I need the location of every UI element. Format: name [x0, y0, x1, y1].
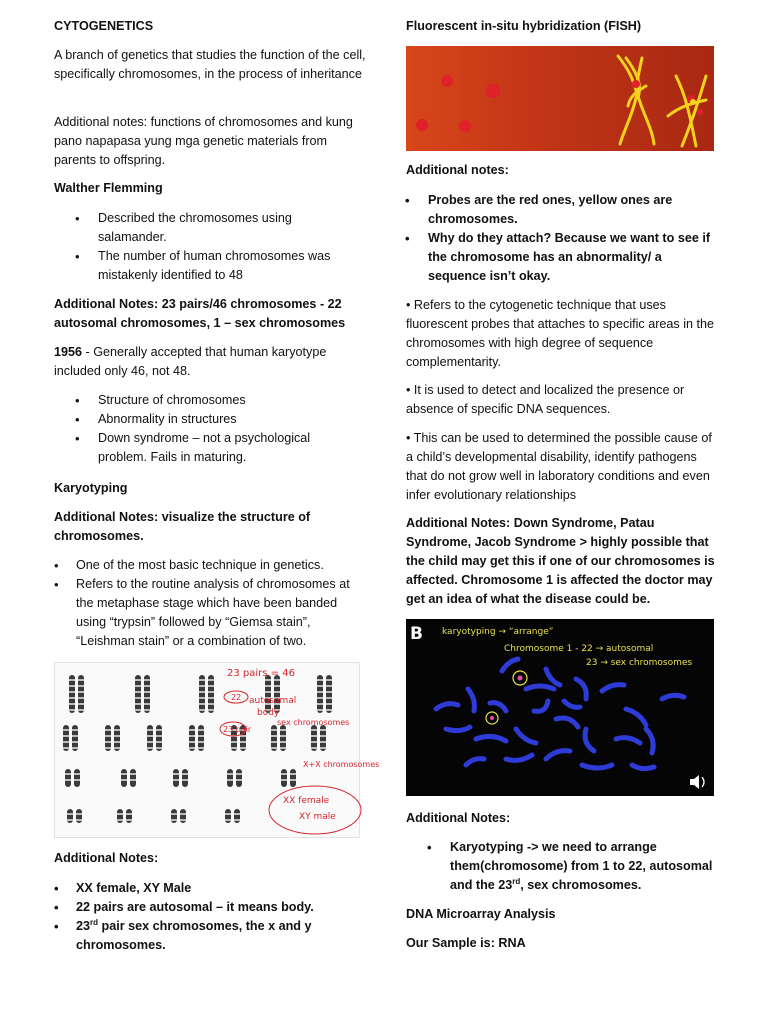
chromosome-band — [198, 741, 204, 743]
chromosome-band — [144, 697, 150, 699]
item-text: pair sex chromosomes, the x and y chromosomes. — [76, 919, 312, 952]
fish-figure — [406, 46, 714, 151]
chromosome-band — [78, 685, 84, 687]
doc-title: CYTOGENETICS — [54, 19, 154, 33]
blue-chromosome — [476, 736, 506, 741]
chromosome-band — [326, 679, 332, 681]
blue-chromosome — [556, 718, 578, 727]
chromosome-band — [126, 819, 132, 821]
probe-dot — [486, 84, 500, 98]
blue-chromosome — [516, 729, 536, 743]
additional-notes-6-heading: Additional Notes: — [406, 811, 511, 825]
chromosome-band — [173, 779, 179, 781]
chromosome-band — [156, 747, 162, 749]
chromosome-band — [280, 729, 286, 731]
flemming-list — [54, 209, 354, 285]
chromosome-band — [135, 703, 141, 705]
chromosome-band — [63, 735, 69, 737]
chromosome-band — [320, 741, 326, 743]
chromosome-band — [274, 691, 280, 693]
chromosome-band — [121, 779, 127, 781]
chromosome-band — [144, 709, 150, 711]
chromosome — [290, 769, 296, 787]
annotation-text: 23 pairs = 46 — [227, 668, 295, 679]
chromosome-band — [114, 735, 120, 737]
list-item: • The number of human chromosomes was mistakenly identified to 48 — [54, 247, 354, 285]
fish-paragraph-2: • It is used to detect and localized the presence or absence of specific DNA sequences. — [406, 383, 685, 416]
probe-dot — [490, 716, 494, 720]
chromosome-band — [114, 747, 120, 749]
annotation-text: autosomal — [249, 696, 297, 706]
list-item: • Down syndrome – not a psychological problem. Fails in maturing. — [54, 429, 354, 467]
chromosome-band — [69, 703, 75, 705]
blue-chromosome — [534, 701, 548, 711]
annotation-text: 23 pair — [223, 725, 252, 734]
chromosome-band — [180, 819, 186, 821]
additional-notes-heading: Additional notes: — [406, 163, 509, 177]
chromosome-band — [311, 741, 317, 743]
chromosome-band — [78, 691, 84, 693]
fish-paragraph-3: • This can be used to determined the possible cause of a child’s developmental disability, identify pathogens that do not grow well in laboratory conditions and even infer evolutionary relationships — [406, 431, 712, 502]
chromosome-band — [227, 773, 233, 775]
handwritten-note: karyotyping → “arrange” — [442, 627, 554, 637]
annotation-text: XX female — [283, 796, 330, 806]
chromosome — [173, 769, 179, 787]
probe-dot — [697, 109, 703, 115]
chromosome-band — [69, 685, 75, 687]
chromosome-band — [311, 735, 317, 737]
blue-chromosome — [506, 755, 532, 760]
chromosome-band — [208, 685, 214, 687]
chromosome-band — [240, 747, 246, 749]
chromosome-band — [105, 735, 111, 737]
chromosome-band — [265, 691, 271, 693]
chromosome-band — [156, 735, 162, 737]
karyotype-image — [54, 662, 380, 838]
chromosome-band — [326, 697, 332, 699]
chromosome-band — [225, 813, 231, 815]
chromosome-band — [105, 741, 111, 743]
blue-chromosome — [602, 685, 624, 691]
chromosome — [121, 769, 127, 787]
chromosome-band — [317, 709, 323, 711]
chromosome-band — [271, 729, 277, 731]
chromosome-band — [182, 773, 188, 775]
chromosome-band — [63, 741, 69, 743]
chromosome-band — [317, 703, 323, 705]
chromosome-band — [156, 741, 162, 743]
chromosome-band — [147, 735, 153, 737]
chromosome-band — [198, 729, 204, 731]
additional-notes-4-list — [54, 879, 366, 955]
panel-label: B — [410, 624, 423, 644]
chromosome-band — [78, 709, 84, 711]
probe-dot — [416, 119, 428, 131]
chromosome-band — [65, 779, 71, 781]
flemming-heading: Walther Flemming — [54, 181, 163, 195]
chromosome-band — [199, 703, 205, 705]
blue-chromosome — [585, 729, 594, 751]
chromosome-band — [280, 747, 286, 749]
blue-chromosome — [546, 751, 570, 759]
chromosome-band — [208, 691, 214, 693]
chromosome-band — [199, 697, 205, 699]
chromosome-band — [135, 679, 141, 681]
blue-chromosome — [502, 659, 518, 671]
chromosome-band — [236, 779, 242, 781]
list-item: • Described the chromosomes using salamander. — [54, 209, 354, 247]
blue-chromosome — [582, 765, 612, 768]
additional-notes-4-heading: Additional Notes: — [54, 851, 159, 865]
chromosome-band — [173, 773, 179, 775]
fish-notes-list — [384, 191, 718, 286]
chromosome-band — [290, 779, 296, 781]
fish-image — [406, 46, 714, 151]
probe-dot — [459, 120, 471, 132]
chromosome-band — [326, 709, 332, 711]
chromosome-band — [317, 697, 323, 699]
chromosome-band — [147, 729, 153, 731]
chromosome-band — [208, 709, 214, 711]
blue-chromosome — [626, 709, 646, 725]
chromosome-band — [281, 773, 287, 775]
chromosome-band — [130, 773, 136, 775]
chromosome-band — [130, 779, 136, 781]
blue-chromosome — [616, 738, 640, 743]
ordinal-suffix: rd — [512, 876, 521, 886]
list-item: • Abnormality in structures — [54, 410, 354, 429]
chromosome-band — [105, 729, 111, 731]
chromosome-band — [147, 747, 153, 749]
chromosome-band — [240, 741, 246, 743]
list-item: • Structure of chromosomes — [54, 391, 354, 410]
blue-chromosome — [662, 695, 684, 699]
fish-paragraph-1: • Refers to the cytogenetic technique that uses fluorescent probes that attaches to specific areas in the chromosomes with high degree of sequence complementarity. — [406, 298, 715, 369]
chromosome-band — [78, 703, 84, 705]
chromosome-band — [326, 691, 332, 693]
chromosome-band — [311, 747, 317, 749]
chromosome-band — [69, 709, 75, 711]
list-item: • XX female, XY Male — [54, 879, 366, 898]
item-text: Karyotyping -> we need to arrange them(chromosome) from 1 to 22, autosomal and the 23 — [450, 840, 713, 892]
chromosome-band — [144, 679, 150, 681]
year-text: - Generally accepted that human karyotype included only 46, not 48. — [54, 345, 327, 378]
chromosome-band — [171, 819, 177, 821]
handwritten-note: 23 → sex chromosomes — [586, 658, 693, 668]
chromosome-band — [72, 747, 78, 749]
blue-chromosome — [446, 727, 470, 731]
probe-dot — [441, 75, 453, 87]
chromosome — [74, 769, 80, 787]
probe-dot — [518, 676, 523, 681]
chromosome-band — [74, 773, 80, 775]
blue-chromosome — [468, 689, 474, 711]
chromosome-band — [265, 679, 271, 681]
chromosome-band — [227, 779, 233, 781]
year-label: 1956 — [54, 345, 83, 359]
chromosome-band — [208, 697, 214, 699]
chromosome-band — [274, 685, 280, 687]
chromosome-band — [72, 741, 78, 743]
chromosome-band — [320, 735, 326, 737]
sample-line: Our Sample is: RNA — [406, 936, 526, 950]
chromosome-band — [199, 691, 205, 693]
chromosome-band — [117, 819, 123, 821]
chromosome-band — [126, 813, 132, 815]
chromosome-band — [135, 691, 141, 693]
chromosome-band — [231, 747, 237, 749]
fish-heading: Fluorescent in-situ hybridization (FISH) — [406, 19, 642, 33]
blue-chromosome — [526, 686, 554, 689]
chromosome-band — [69, 679, 75, 681]
chromosome-band — [63, 747, 69, 749]
additional-notes-3: Additional Notes: visualize the structure of chromosomes. — [54, 510, 311, 543]
chromosome-band — [135, 685, 141, 687]
karyotype-figure — [55, 663, 380, 839]
list-item: • One of the most basic technique in genetics. — [54, 556, 366, 575]
ordinal-number: 23 — [76, 919, 91, 933]
chromosome-band — [69, 691, 75, 693]
blue-chromosome — [646, 729, 653, 753]
blue-chromosome — [576, 679, 586, 699]
chromosome-band — [69, 697, 75, 699]
chromosome-band — [271, 741, 277, 743]
chromosome-band — [135, 697, 141, 699]
chromosome-band — [72, 735, 78, 737]
probe-dot — [632, 80, 640, 88]
chromosome-band — [271, 747, 277, 749]
chromosome — [281, 769, 287, 787]
metaphase-spread-figure — [406, 619, 714, 796]
annotation-circle — [269, 786, 361, 834]
chromosome-band — [225, 819, 231, 821]
chromosome-band — [326, 703, 332, 705]
chromosome-band — [114, 741, 120, 743]
chromosome-band — [199, 709, 205, 711]
list-item: • Refers to the routine analysis of chromosomes at the metaphase stage which have been banded using “trypsin” followed by “Giemsa stain”, “Leishman stain” or a combination of two. — [54, 575, 366, 651]
chromosome-band — [135, 709, 141, 711]
chromosome-band — [117, 813, 123, 815]
chromosome-band — [326, 685, 332, 687]
chromosome-band — [290, 773, 296, 775]
chromosome-band — [72, 729, 78, 731]
annotation-text: 22 — [231, 693, 242, 702]
blue-chromosome — [436, 704, 458, 709]
chromosome-band — [144, 691, 150, 693]
blue-chromosome — [490, 703, 506, 711]
chromosome-band — [317, 691, 323, 693]
chromosome-band — [67, 813, 73, 815]
chromosome — [236, 769, 242, 787]
chromosome-band — [198, 735, 204, 737]
chromosome-band — [180, 813, 186, 815]
karyotyping-video-image — [406, 619, 714, 796]
chromosome-x-1 — [618, 56, 654, 144]
chromosome-band — [317, 679, 323, 681]
chromosome — [182, 769, 188, 787]
chromosome-band — [78, 697, 84, 699]
year-paragraph — [54, 343, 366, 381]
chromosome-band — [67, 819, 73, 821]
chromosome-band — [199, 679, 205, 681]
chromosome-band — [144, 685, 150, 687]
list-item: • Why do they attach? Because we want to see if the chromosome has an abnormality/ a sequence isn’t okay. — [384, 229, 718, 286]
overlap-signal — [690, 99, 696, 105]
blue-chromosome — [632, 765, 654, 769]
list-item: • Probes are the red ones, yellow ones are chromosomes. — [384, 191, 718, 229]
karyotyping-heading: Karyotyping — [54, 481, 128, 495]
chromosome-band — [274, 679, 280, 681]
speaker-icon[interactable] — [690, 775, 704, 789]
chromosome-band — [182, 779, 188, 781]
chromosome-band — [156, 729, 162, 731]
chromosome-band — [78, 679, 84, 681]
blue-chromosome — [546, 669, 560, 685]
chromosome-band — [311, 729, 317, 731]
list-item: • 22 pairs are autosomal – it means body. — [54, 898, 366, 917]
chromosome-band — [271, 735, 277, 737]
chromosome-band — [265, 685, 271, 687]
blue-chromosome — [466, 759, 484, 765]
chromosome-band — [199, 685, 205, 687]
year-list — [54, 391, 354, 467]
chromosome-band — [63, 729, 69, 731]
karyotyping-list — [54, 556, 366, 651]
handwritten-note: Chromosome 1 - 22 → autosomal — [504, 644, 654, 654]
annotation-text: sex chromosomes — [277, 718, 350, 727]
dna-microarray-heading: DNA Microarray Analysis — [406, 907, 556, 921]
chromosome-band — [234, 819, 240, 821]
additional-notes-2: Additional Notes: 23 pairs/46 chromosomes - 22 autosomal chromosomes, 1 – sex chromosomes — [54, 297, 346, 330]
chromosome-band — [280, 735, 286, 737]
chromosome-band — [208, 679, 214, 681]
chromosome-band — [189, 729, 195, 731]
chromosome-band — [121, 773, 127, 775]
annotation-text: XY male — [299, 812, 336, 822]
chromosome-band — [320, 747, 326, 749]
chromosome-band — [74, 779, 80, 781]
chromosome-band — [76, 819, 82, 821]
chromosome-band — [189, 747, 195, 749]
chromosome-band — [76, 813, 82, 815]
chromosome-spread — [436, 659, 684, 769]
additional-notes-1: Additional notes: functions of chromosomes and kung pano napapasa yung mga genetic materials from parents to offspring. — [54, 115, 353, 167]
chromosome-band — [280, 741, 286, 743]
chromosome-band — [147, 741, 153, 743]
chromosome-band — [198, 747, 204, 749]
blue-chromosome — [564, 701, 580, 707]
additional-notes-5: Additional Notes: Down Syndrome, Patau Syndrome, Jacob Syndrome > highly possible that the child may get this if one of our chromosomes is affected. Chromosome 1 is affected the doctor may get an idea of what the disease could be. — [406, 516, 715, 606]
chromosome — [65, 769, 71, 787]
chromosome-band — [171, 813, 177, 815]
chromosome-band — [208, 703, 214, 705]
list-item — [406, 838, 718, 895]
chromosome-band — [65, 773, 71, 775]
chromosome — [130, 769, 136, 787]
intro-paragraph: A branch of genetics that studies the function of the cell, specifically chromosomes, in the process of inheritance — [54, 48, 366, 81]
list-item — [54, 917, 366, 955]
chromosome-band — [105, 747, 111, 749]
additional-notes-6-list — [406, 838, 718, 895]
chromosome-band — [231, 741, 237, 743]
chromosome-band — [320, 729, 326, 731]
chromosome-band — [236, 773, 242, 775]
chromosome-band — [114, 729, 120, 731]
chromosome-band — [144, 703, 150, 705]
chromosome-band — [189, 735, 195, 737]
chromosome-band — [189, 741, 195, 743]
chromosome-band — [234, 813, 240, 815]
chromosome — [227, 769, 233, 787]
chromosome-band — [281, 779, 287, 781]
annotation-text: body — [257, 708, 280, 718]
annotation-text: X+X chromosomes — [303, 760, 380, 769]
ordinal-suffix: rd — [90, 917, 99, 927]
item-text: , sex chromosomes. — [520, 878, 642, 892]
chromosome-band — [317, 685, 323, 687]
chromosome-band — [240, 735, 246, 737]
